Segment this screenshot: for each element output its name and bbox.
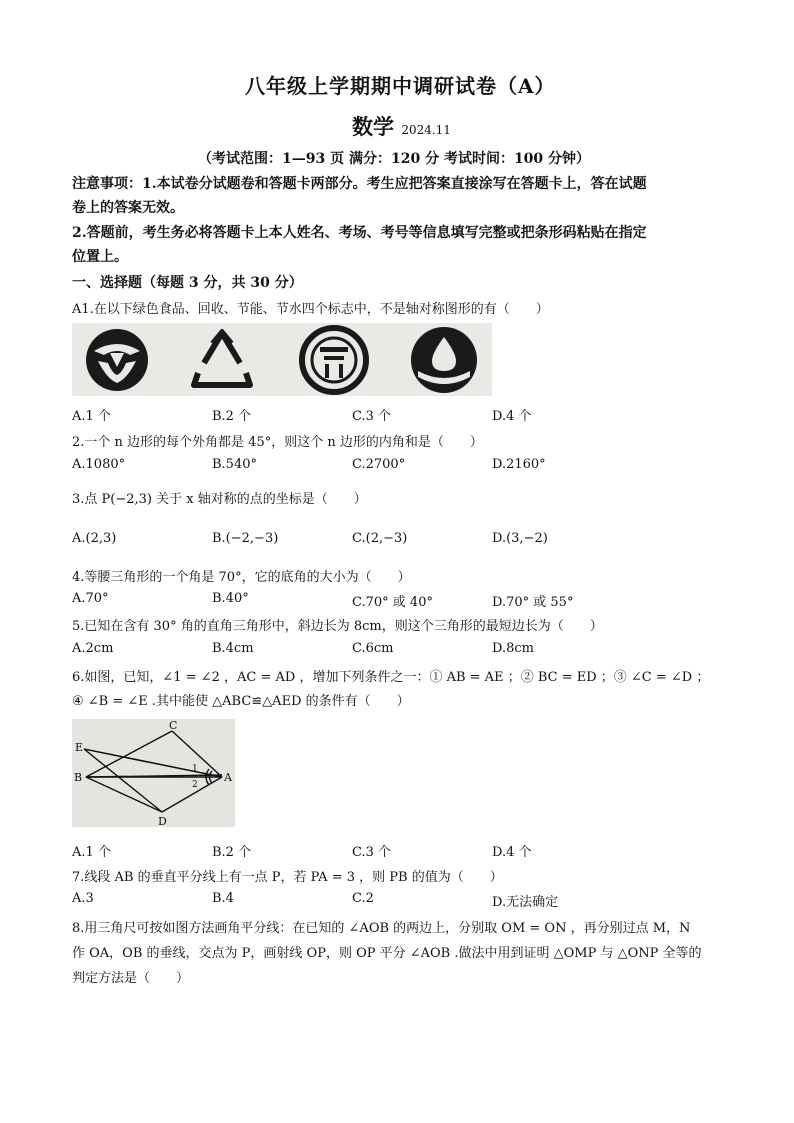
- q2-option-a: A.1080°: [72, 457, 126, 472]
- notes-line-1: 注意事项：1.本试卷分试题卷和答题卡两部分。考生应把答案直接涂写在答题卡上，答在试题: [72, 176, 647, 192]
- recycle-logo-icon: [194, 331, 250, 385]
- question-3-stem: 3.点 P(−2,3) 关于 x 轴对称的点的坐标是（ ）: [72, 492, 367, 507]
- q7-option-d: D.无法确定: [492, 895, 559, 910]
- exam-date: 2024.11: [401, 123, 451, 137]
- q7-option-a: A.3: [72, 891, 94, 906]
- q4-option-d: D.70° 或 55°: [492, 595, 574, 610]
- figure-label-c: C: [169, 719, 178, 732]
- question-8-stem-line-3: 判定方法是（ ）: [72, 971, 190, 986]
- q1-option-d: D.4 个: [492, 409, 532, 424]
- question-7-stem: 7.线段 AB 的垂直平分线上有一点 P，若 PA = 3 ，则 PB 的值为（ ）: [72, 870, 503, 885]
- question-1-logos: [72, 323, 492, 396]
- q1-option-b: B.2 个: [212, 409, 252, 424]
- question-4-stem: 4.等腰三角形的一个角是 70°，它的底角的大小为（ ）: [72, 570, 411, 585]
- q4-option-a: A.70°: [72, 591, 109, 606]
- figure-label-e: E: [75, 741, 84, 754]
- q3-option-b: B.(−2,−3): [212, 531, 279, 546]
- q2-option-b: B.540°: [212, 457, 257, 472]
- q5-option-d: D.8cm: [492, 641, 534, 656]
- notes-line-4: 位置上。: [72, 249, 128, 265]
- q3-option-d: D.(3,−2): [492, 531, 548, 546]
- question-6-stem: 6.如图，已知，∠1 = ∠2 ，AC = AD ，增加下列条件之一：① AB = AE ；② BC = ED ；③ ∠C = ∠D ；: [72, 670, 710, 685]
- q5-option-c: C.6cm: [352, 641, 394, 656]
- subject-name: 数学: [352, 114, 394, 139]
- q4-option-c: C.70° 或 40°: [352, 595, 433, 610]
- q7-option-c: C.2: [352, 891, 374, 906]
- q5-option-a: A.2cm: [72, 641, 114, 656]
- figure-label-b: B: [74, 771, 83, 784]
- q3-option-a: A.(2,3): [72, 531, 117, 546]
- figure-label-d: D: [158, 815, 167, 827]
- question-1-stem: A1.在以下绿色食品、回收、节能、节水四个标志中，不是轴对称图形的有（ ）: [72, 302, 549, 317]
- q1-option-a: A.1 个: [72, 409, 111, 424]
- q6-option-d: D.4 个: [492, 845, 532, 860]
- energy-saving-logo-icon: [302, 328, 366, 392]
- green-food-logo-icon: [86, 329, 148, 391]
- q2-option-c: C.2700°: [352, 457, 406, 472]
- section-heading: 一、选择题（每题 3 分，共 30 分）: [72, 275, 303, 291]
- q6-option-a: A.1 个: [72, 845, 111, 860]
- notes-line-2: 卷上的答案无效。: [72, 200, 184, 216]
- figure-label-a: A: [224, 771, 232, 784]
- q5-option-b: B.4cm: [212, 641, 254, 656]
- exam-info: （考试范围：1—93 页 满分：120 分 考试时间：100 分钟）: [198, 151, 591, 167]
- notes-line-3: 2.答题前，考生务必将答题卡上本人姓名、考场、考号等信息填写完整或把条形码粘贴在指定: [72, 225, 647, 241]
- question-5-stem: 5.已知在含有 30° 角的直角三角形中，斜边长为 8cm，则这个三角形的最短边长为（ ）: [72, 619, 603, 634]
- logo-strip-image: [72, 323, 492, 396]
- q4-option-b: B.40°: [212, 591, 249, 606]
- exam-title: 八年级上学期期中调研试卷（A）: [245, 74, 556, 98]
- question-8-stem-line-2: 作 OA，OB 的垂线，交点为 P，画射线 OP，则 OP 平分 ∠AOB .做法中用到证明 △OMP 与 △ONP 全等的: [72, 946, 702, 961]
- q1-option-c: C.3 个: [352, 409, 392, 424]
- q6-option-b: B.2 个: [212, 845, 252, 860]
- water-saving-logo-icon: [411, 327, 477, 393]
- q7-option-b: B.4: [212, 891, 234, 906]
- question-8-stem: 8.用三角尺可按如图方法画角平分线：在已知的 ∠AOB 的两边上，分别取 OM = ON ，再分别过点 M，N: [72, 921, 691, 936]
- question-6-figure: [72, 719, 235, 827]
- q2-option-d: D.2160°: [492, 457, 546, 472]
- q3-option-c: C.(2,−3): [352, 531, 408, 546]
- question-2-stem: 2.一个 n 边形的每个外角都是 45°，则这个 n 边形的内角和是（ ）: [72, 435, 483, 450]
- subject-title: [352, 111, 451, 141]
- figure-label-2: 2: [192, 780, 198, 790]
- figure-label-1: 1: [192, 764, 198, 774]
- question-6-stem-line-2: ④ ∠B = ∠E .其中能使 △ABC≌△AED 的条件有（ ）: [72, 694, 410, 709]
- q6-option-c: C.3 个: [352, 845, 392, 860]
- triangle-figure: [72, 719, 235, 827]
